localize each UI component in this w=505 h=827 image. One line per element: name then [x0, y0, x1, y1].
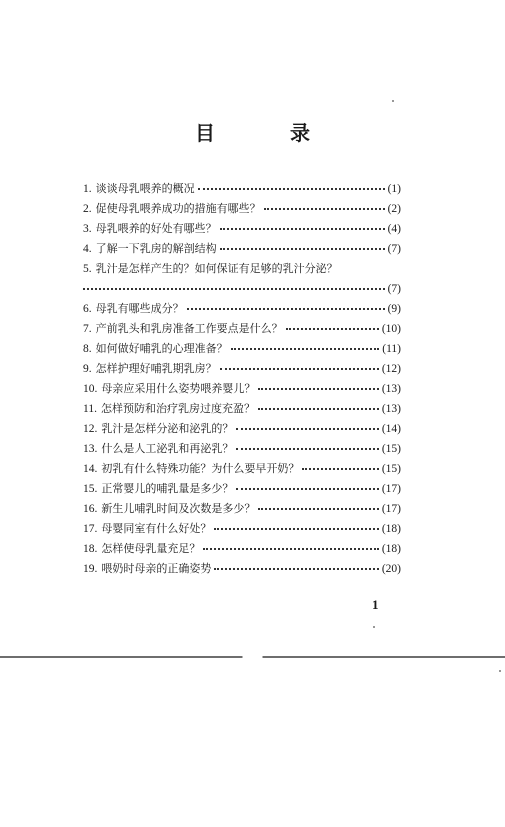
toc-entry [83, 359, 401, 379]
toc-entry-title: 怎样护理好哺乳期乳房？ [95, 362, 217, 375]
toc-entry-page: (12) [381, 363, 401, 375]
toc-entry-page: (10) [381, 323, 401, 335]
dot-leader [264, 202, 385, 210]
scan-speck [373, 626, 375, 628]
toc-entry-title: 喂奶时母亲的正确姿势 [101, 562, 212, 575]
toc-entry-number: 9. [83, 363, 92, 375]
dot-leader [231, 342, 380, 350]
dot-leader [236, 442, 378, 450]
toc-entry-number: 6. [83, 303, 92, 315]
toc-entry-page: (20) [381, 563, 401, 575]
toc-entry-page: (9) [387, 303, 401, 315]
toc-entry-page: (13) [381, 403, 401, 415]
dot-leader [220, 222, 385, 230]
toc-entry [83, 459, 401, 479]
toc-entry-page: (17) [381, 483, 401, 495]
dot-leader [214, 522, 378, 530]
dot-leader [302, 462, 378, 470]
toc-entry [83, 519, 401, 539]
toc-entry-title: 谈谈母乳喂养的概况 [95, 182, 195, 195]
toc-entry [83, 479, 401, 499]
toc-entry-page: (18) [381, 523, 401, 535]
toc-entry-number: 3. [83, 223, 92, 235]
toc-entry-title: 母乳有哪些成分？ [95, 302, 184, 315]
dot-leader [286, 322, 379, 330]
scan-speck [499, 670, 501, 672]
toc-entry-number: 1. [83, 183, 92, 195]
toc-entry-title: 母婴同室有什么好处？ [101, 522, 212, 535]
scan-speck [392, 100, 394, 102]
toc-entry [83, 319, 401, 339]
toc-entry-page: (15) [381, 463, 401, 475]
toc-entry-title: 乳汁是怎样分泌和泌乳的？ [101, 422, 234, 435]
toc-entry-number: 16. [83, 503, 98, 515]
toc-entry-number: 11. [83, 403, 97, 415]
toc-entry [83, 259, 401, 299]
toc-entry-page: (13) [381, 383, 401, 395]
toc-entry-page: (2) [387, 203, 401, 215]
toc-entry-page: (11) [382, 343, 401, 355]
toc-entry [83, 399, 401, 419]
toc-entry [83, 219, 401, 239]
dot-leader [187, 302, 385, 310]
toc-entry-title: 正常婴儿的哺乳量是多少？ [101, 482, 234, 495]
toc-entry [83, 179, 401, 199]
toc-entry [83, 499, 401, 519]
toc-entry [83, 339, 401, 359]
toc-entry-number: 7. [83, 323, 92, 335]
toc-entry [83, 419, 401, 439]
page-number: 1 [372, 597, 379, 612]
toc-entry-title: 新生儿哺乳时间及次数是多少？ [101, 502, 256, 515]
toc-entry-number: 19. [83, 563, 98, 575]
dot-leader [258, 382, 378, 390]
toc-entry-page: (7) [387, 283, 401, 295]
toc-entry-number: 14. [83, 463, 98, 475]
toc-entry-page: (15) [381, 443, 401, 455]
toc-entry-page: (7) [387, 243, 401, 255]
dot-leader [236, 482, 378, 490]
toc-entry-number: 12. [83, 423, 98, 435]
toc-entry-page: (18) [381, 543, 401, 555]
dot-leader [258, 402, 379, 410]
toc-entry-title: 母亲应采用什么姿势喂养婴儿？ [101, 382, 256, 395]
toc-entry-number: 4. [83, 243, 92, 255]
toc-entry-number: 13. [83, 443, 98, 455]
toc-entry-title: 怎样预防和治疗乳房过度充盈？ [100, 402, 255, 415]
dot-leader [214, 562, 378, 570]
toc-entry-page: (4) [387, 223, 401, 235]
toc-entry [83, 379, 401, 399]
toc-entry-title: 促使母乳喂养成功的措施有哪些？ [95, 202, 261, 215]
toc-entry-number: 5. [83, 263, 92, 275]
toc-entry-title: 初乳有什么特殊功能？为什么要早开奶？ [101, 462, 300, 475]
dot-leader [236, 422, 378, 430]
toc-entry [83, 239, 401, 259]
dot-leader [258, 502, 378, 510]
toc-entry-title: 了解一下乳房的解剖结构 [95, 242, 217, 255]
toc-entry-title: 乳汁是怎样产生的？如何保证有足够的乳汁分泌？ [95, 262, 338, 275]
toc-entry-number: 17. [83, 523, 98, 535]
page-title: 目 录 [195, 121, 344, 145]
dot-leader [83, 282, 385, 290]
toc-entry-number: 15. [83, 483, 98, 495]
toc-entry-title: 什么是人工泌乳和再泌乳？ [101, 442, 234, 455]
dot-leader [198, 182, 385, 190]
toc-entry-number: 2. [83, 203, 92, 215]
toc-entry [83, 539, 401, 559]
toc-entry-page: (14) [381, 423, 401, 435]
toc-entry [83, 439, 401, 459]
scan-edge-line [0, 656, 505, 658]
dot-leader [220, 362, 379, 370]
toc-entry-number: 10. [83, 383, 98, 395]
toc-entry-title: 母乳喂养的好处有哪些？ [95, 222, 217, 235]
toc-entry-title: 产前乳头和乳房准备工作要点是什么？ [95, 322, 283, 335]
toc-entry [83, 199, 401, 219]
toc-entry-page: (1) [387, 183, 401, 195]
dot-leader [220, 242, 385, 250]
table-of-contents [83, 179, 401, 579]
toc-entry-number: 8. [83, 343, 92, 355]
toc-entry [83, 299, 401, 319]
toc-entry-title: 如何做好哺乳的心理准备？ [95, 342, 228, 355]
toc-entry-number: 18. [83, 543, 98, 555]
toc-entry-title: 怎样使母乳量充足？ [101, 542, 201, 555]
dot-leader [203, 542, 378, 550]
toc-entry [83, 559, 401, 579]
toc-entry-page: (17) [381, 503, 401, 515]
